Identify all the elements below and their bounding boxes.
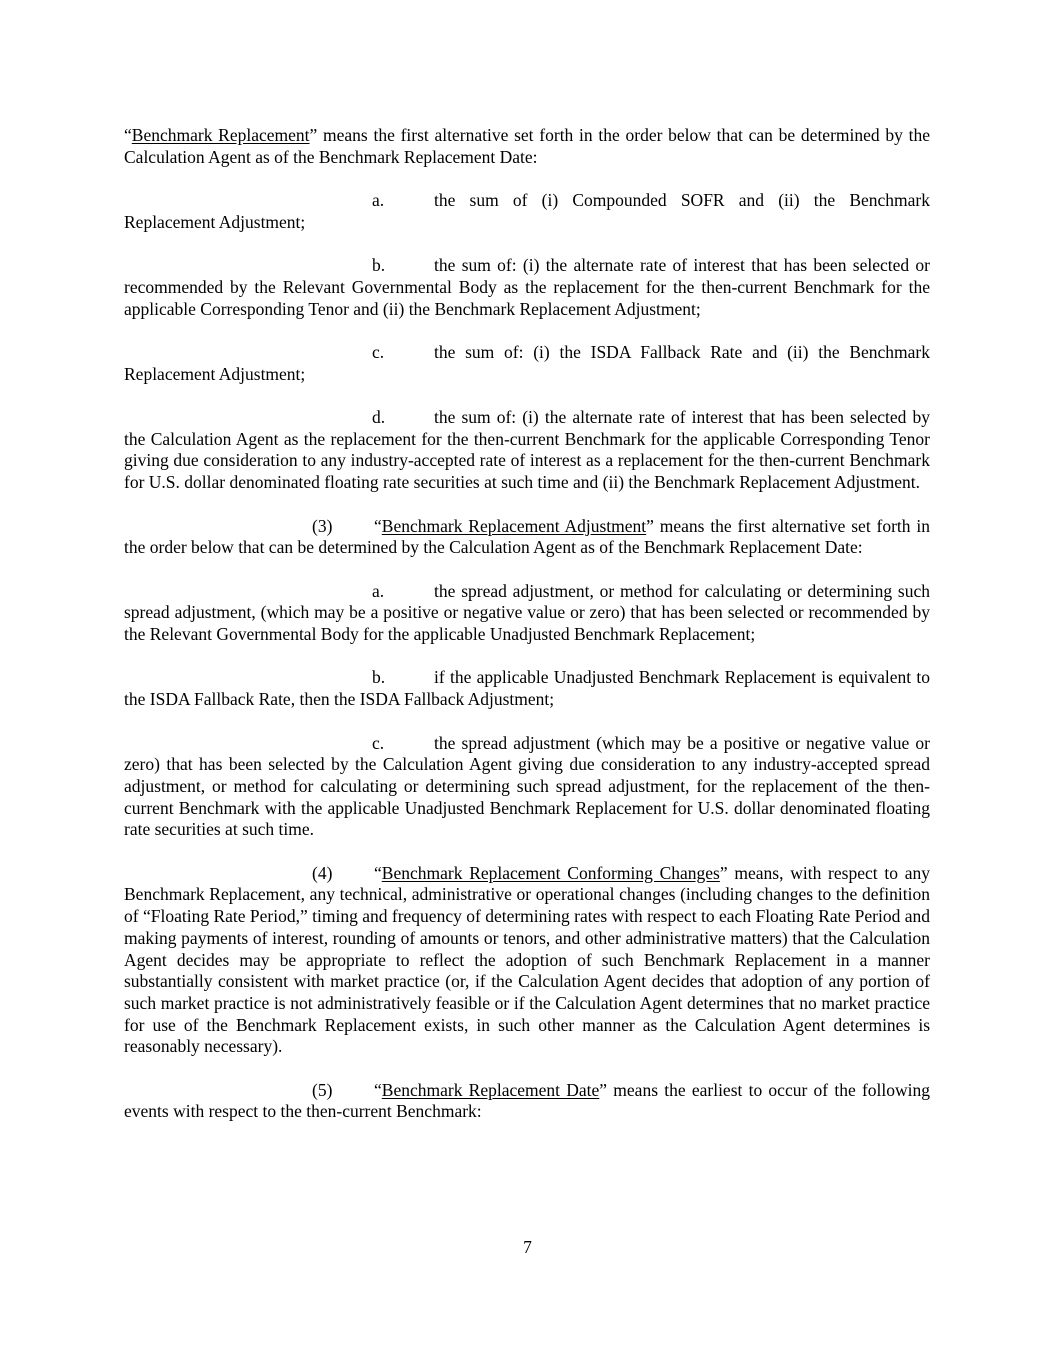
item-label: c. [372,732,385,753]
document-body [124,125,930,1145]
definition-benchmark-replacement-conforming-changes: (4) “Benchmark Replacement Conforming Changes” means, with respect to any Benchmark Replacement, any technical, administrative or operational changes (including changes to the definition of “Floating Rate Period,” timing and frequency of determining rates with respect to each Floating Rate Period and making payments of interest, rounding of amounts or tenors, and other administrative matters) that the Calculation Agent decides may be appropriate to reflect the adoption of such Benchmark Replacement in a manner substantially consistent with market practice (or, if the Calculation Agent decides that adoption of any portion of such market practice is not administratively feasible or if the Calculation Agent determines that no market practice for use of the Benchmark Replacement exists, in such other manner as the Calculation Agent determines is reasonably necessary). [124,862,930,1057]
item-text: the spread adjustment, or method for calculating or determining such spread adjustment, (which may be a positive or negative value or zero) that has been selected or recommended by the Relevant Governmental Body for the applicable Unadjusted Benchmark Replacement; [124,580,930,645]
list-item [124,255,930,320]
list-item [124,342,930,385]
definition-benchmark-replacement-adjustment: (3) “Benchmark Replacement Adjustment” means the first alternative set forth in the order below that can be determined by the Calculation Agent as of the Benchmark Replacement Date: [124,515,930,558]
list-item [124,733,930,842]
section-number: (4) [312,862,333,883]
item-label: b. [372,667,386,688]
definition-benchmark-replacement: “Benchmark Replacement” means the first alternative set forth in the order below that can be determined by the Calculation Agent as of the Benchmark Replacement Date: [124,125,930,167]
definition-text: ” means, with respect to any Benchmark Replacement, any technical, administrative or operational changes (including changes to the definition of “Floating Rate Period,” timing and frequency of determining rates with respect to each Floating Rate Period and making payments of interest, rounding of amounts or tenors, and other administrative matters) that the Calculation Agent decides may be appropriate to reflect the adoption of such Benchmark Replacement in a manner substantially consistent with market practice (or, if the Calculation Agent decides that adoption of any portion of such market practice is not administratively feasible or if the Calculation Agent determines that no market practice for use of the Benchmark Replacement exists, in such other manner as the Calculation Agent determines is reasonably necessary). [124,862,930,1057]
item-label: a. [372,190,385,211]
definition-benchmark-replacement-date: (5) “Benchmark Replacement Date” means the earliest to occur of the following events with respect to the then-current Benchmark: [124,1079,930,1122]
list-item [124,190,930,233]
item-text: the sum of: (i) the alternate rate of interest that has been selected or recommended by the Relevant Governmental Body as the replacement for the then-current Benchmark for the applicable Corresponding Tenor and (ii) the Benchmark Replacement Adjustment; [124,255,930,319]
defined-term: Benchmark Replacement [131,125,310,145]
item-text: the spread adjustment (which may be a positive or negative value or zero) that has been selected by the Calculation Agent giving due consideration to any industry-accepted spread adjustment, or method for calculating or determining such spread adjustment, for the replacement of the then-current Benchmark with the applicable Unadjusted Benchmark Replacement for U.S. dollar denominated floating rate securities at such time. [124,732,930,840]
list-item [124,667,930,710]
definition-text: ” means the first alternative set forth in the order below that can be determined by the Calculation Agent as of the Benchmark Replacement Date: [124,515,930,558]
definition-text: ” means the earliest to occur of the following events with respect to the then-current Benchmark: [124,1079,930,1122]
defined-term: Benchmark Replacement Date [381,1079,600,1100]
section-number: (3) [312,515,333,536]
item-text: the sum of (i) Compounded SOFR and (ii) the Benchmark Replacement Adjustment; [124,190,930,232]
defined-term: Benchmark Replacement Conforming Changes [381,862,720,883]
list-item [124,581,930,646]
item-label: c. [372,341,385,362]
item-text: if the applicable Unadjusted Benchmark Replacement is equivalent to the ISDA Fallback Rate, then the ISDA Fallback Adjustment; [124,667,930,710]
page-number: 7 [523,1237,532,1257]
item-text: the sum of: (i) the ISDA Fallback Rate and (ii) the Benchmark Replacement Adjustment; [124,341,930,384]
item-label: b. [372,255,386,276]
definition-text: ” means the first alternative set forth in the order below that can be determined by the Calculation Agent as of the Benchmark Replacement Date: [124,125,930,167]
list-item [124,407,930,494]
defined-term: Benchmark Replacement Adjustment [381,515,647,536]
item-label: a. [372,580,385,601]
section-number: (5) [312,1079,333,1100]
item-label: d. [372,407,386,428]
item-text: the sum of: (i) the alternate rate of interest that has been selected by the Calculation Agent as the replacement for the then-current Benchmark for the applicable Corresponding Tenor giving due consideration to any industry-accepted rate of interest as a replacement for the then-current Benchmark for U.S. dollar denominated floating rate securities at such time and (ii) the Benchmark Replacement Adjustment. [124,407,930,493]
